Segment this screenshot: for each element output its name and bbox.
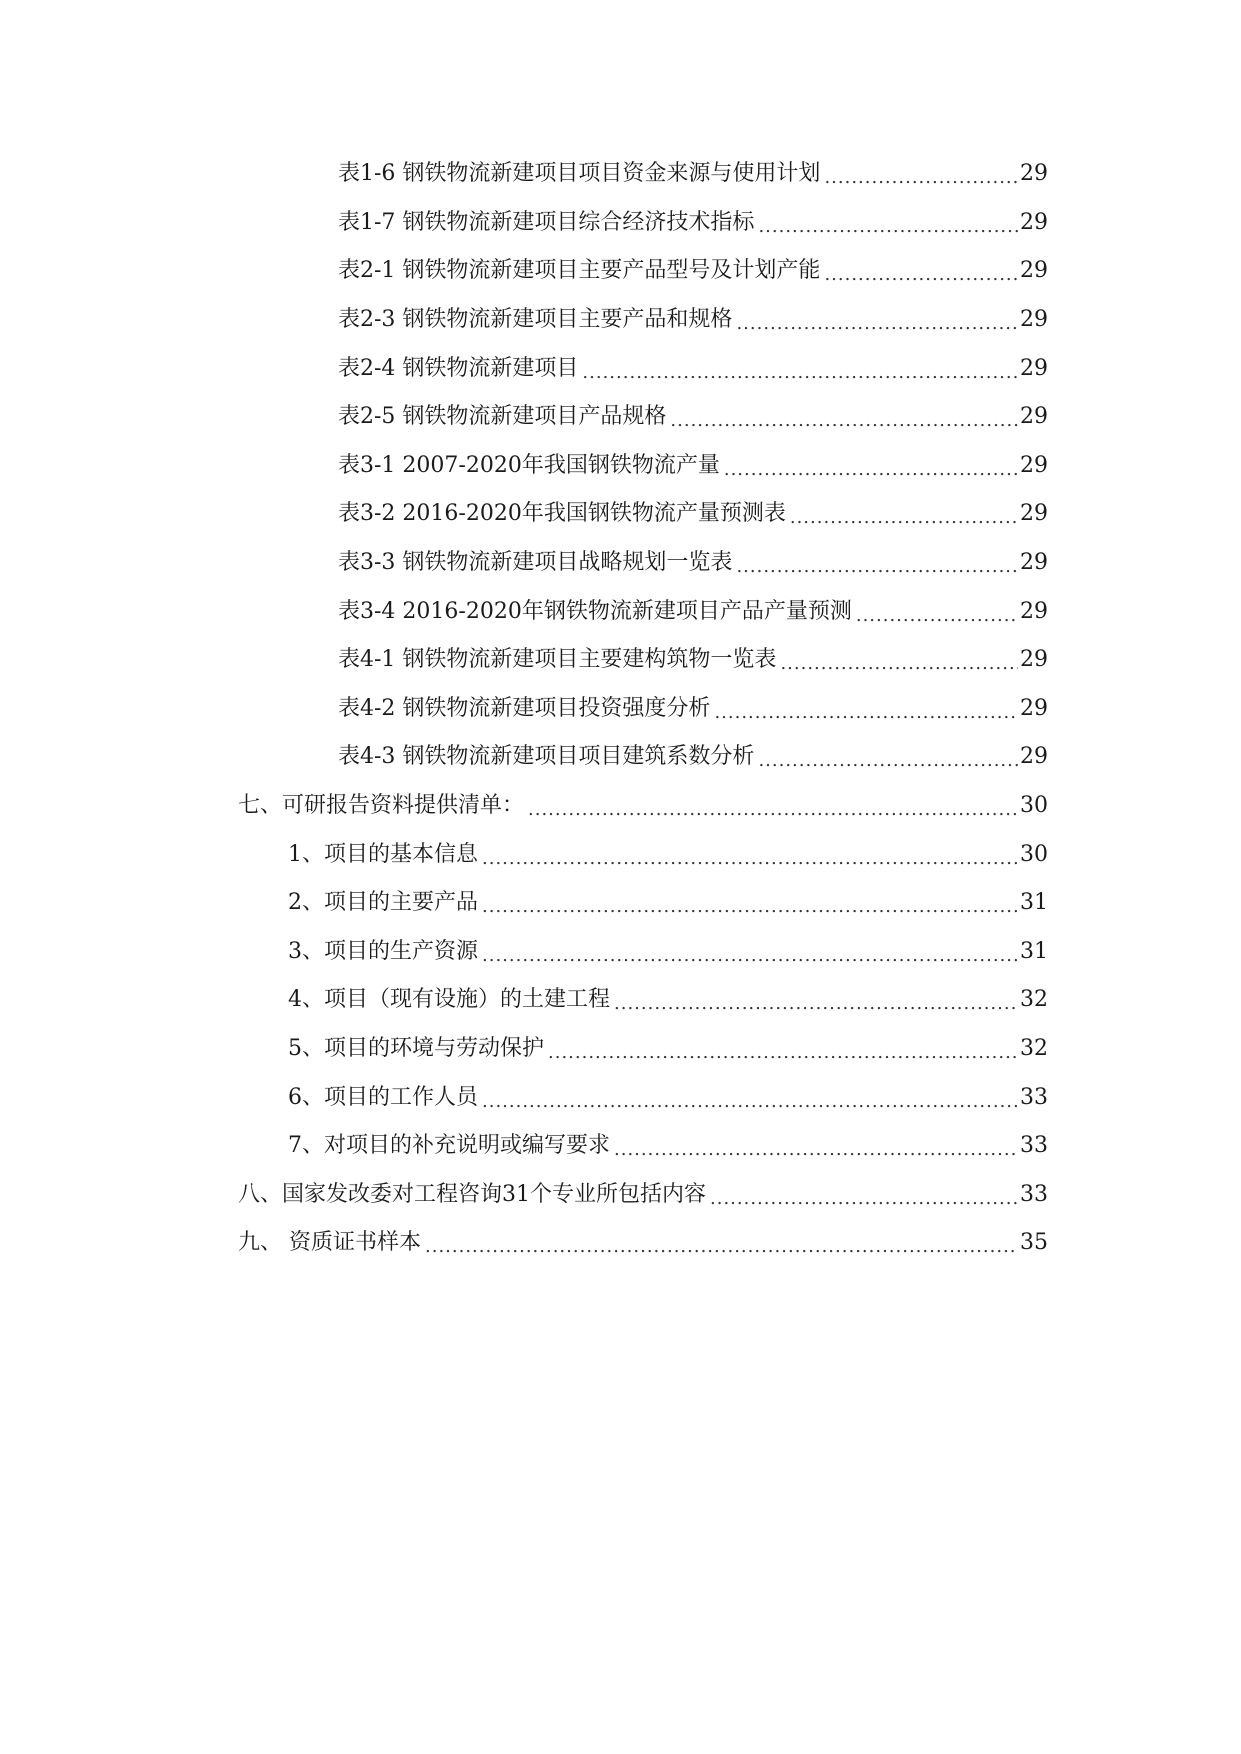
toc-entry[interactable] [0, 636, 1048, 685]
toc-entry-page-number: 30 [1020, 793, 1048, 819]
toc-entry[interactable] [0, 490, 1048, 539]
dot-leader [614, 995, 1018, 1013]
toc-entry-label: 表2-4 钢铁物流新建项目 [338, 355, 579, 381]
toc-entry-label: 表3-3 钢铁物流新建项目战略规划一览表 [338, 550, 733, 576]
dot-leader [482, 850, 1018, 868]
toc-entry-page-number: 29 [1020, 501, 1048, 527]
toc-entry-page-number: 29 [1020, 744, 1048, 770]
toc-entry-page-number: 29 [1020, 209, 1048, 235]
toc-entry-label: 7、对项目的补充说明或编写要求 [288, 1133, 610, 1159]
toc-entry-page-number: 30 [1020, 841, 1048, 867]
dot-leader [780, 655, 1018, 673]
toc-entry-page-number: 29 [1020, 355, 1048, 381]
dot-leader [482, 1093, 1018, 1111]
dot-leader [758, 218, 1018, 236]
toc-entry-label: 2、项目的主要产品 [288, 890, 478, 916]
toc-entry[interactable] [0, 782, 1048, 831]
toc-entry[interactable] [0, 150, 1048, 199]
toc-entry[interactable] [0, 1219, 1048, 1268]
toc-entry-label: 表4-3 钢铁物流新建项目项目建筑系数分析 [338, 744, 755, 770]
toc-entry-label: 5、项目的环境与劳动保护 [288, 1035, 544, 1061]
toc-entry-page-number: 29 [1020, 647, 1048, 673]
toc-entry[interactable] [0, 344, 1048, 393]
toc-entry-page-number: 29 [1020, 452, 1048, 478]
dot-leader [582, 364, 1018, 382]
toc-entry-label: 表2-5 钢铁物流新建项目产品规格 [338, 404, 667, 430]
toc-entry-label: 表4-1 钢铁物流新建项目主要建构筑物一览表 [338, 647, 777, 673]
toc-entry-page-number: 29 [1020, 258, 1048, 284]
toc-entry-page-number: 29 [1020, 550, 1048, 576]
toc-entry[interactable] [0, 685, 1048, 734]
toc-entry[interactable] [0, 1025, 1048, 1074]
toc-entry[interactable] [0, 1122, 1048, 1171]
toc-entry-label: 表3-2 2016-2020年我国钢铁物流产量预测表 [338, 501, 786, 527]
dot-leader [528, 801, 1018, 819]
toc-entry[interactable] [0, 539, 1048, 588]
toc-entry[interactable] [0, 199, 1048, 248]
toc-entry-label: 七、可研报告资料提供清单： [238, 793, 525, 819]
dot-leader [824, 266, 1018, 284]
dot-leader [614, 1141, 1018, 1159]
toc-entry[interactable] [0, 296, 1048, 345]
toc-entry[interactable] [0, 733, 1048, 782]
toc-entry[interactable] [0, 393, 1048, 442]
toc-entry-page-number: 32 [1020, 987, 1048, 1013]
toc-entry[interactable] [0, 587, 1048, 636]
toc-entry-page-number: 31 [1020, 938, 1048, 964]
toc-entry[interactable] [0, 442, 1048, 491]
dot-leader [856, 607, 1018, 625]
toc-entry-page-number: 29 [1020, 695, 1048, 721]
dot-leader [482, 947, 1018, 965]
dot-leader [425, 1238, 1018, 1256]
toc-entry-label: 表2-3 钢铁物流新建项目主要产品和规格 [338, 307, 733, 333]
toc-entry-label: 1、项目的基本信息 [288, 841, 478, 867]
toc-entry-page-number: 29 [1020, 161, 1048, 187]
toc-entry-label: 3、项目的生产资源 [288, 938, 478, 964]
dot-leader [670, 412, 1018, 430]
toc-entry-label: 表3-4 2016-2020年钢铁物流新建项目产品产量预测 [338, 598, 852, 624]
toc-entry[interactable] [0, 879, 1048, 928]
dot-leader [724, 461, 1018, 479]
toc-entry-page-number: 32 [1020, 1035, 1048, 1061]
toc-entry-page-number: 31 [1020, 890, 1048, 916]
dot-leader [824, 169, 1018, 187]
toc-entry-label: 表1-7 钢铁物流新建项目综合经济技术指标 [338, 209, 755, 235]
toc-entry[interactable] [0, 928, 1048, 977]
toc-entry-page-number: 29 [1020, 598, 1048, 624]
toc-entry-label: 八、国家发改委对工程咨询31个专业所包括内容 [238, 1181, 706, 1207]
toc-entry[interactable] [0, 1073, 1048, 1122]
toc-entry[interactable] [0, 830, 1048, 879]
toc-entry-label: 表4-2 钢铁物流新建项目投资强度分析 [338, 695, 711, 721]
toc-entry[interactable] [0, 1170, 1048, 1219]
toc-entry-page-number: 29 [1020, 404, 1048, 430]
toc-entry-page-number: 33 [1020, 1181, 1048, 1207]
dot-leader [758, 752, 1018, 770]
toc-entry[interactable] [0, 976, 1048, 1025]
table-of-contents [0, 150, 1241, 1268]
dot-leader [482, 898, 1018, 916]
toc-entry-page-number: 33 [1020, 1084, 1048, 1110]
toc-entry[interactable] [0, 247, 1048, 296]
toc-entry-page-number: 35 [1020, 1230, 1048, 1256]
toc-entry-label: 九、 资质证书样本 [238, 1230, 421, 1256]
toc-entry-label: 4、项目（现有设施）的土建工程 [288, 987, 610, 1013]
toc-entry-page-number: 33 [1020, 1133, 1048, 1159]
toc-entry-label: 6、项目的工作人员 [288, 1084, 478, 1110]
dot-leader [736, 315, 1018, 333]
toc-entry-label: 表3-1 2007-2020年我国钢铁物流产量 [338, 452, 720, 478]
toc-entry-label: 表2-1 钢铁物流新建项目主要产品型号及计划产能 [338, 258, 821, 284]
toc-entry-page-number: 29 [1020, 307, 1048, 333]
dot-leader [790, 509, 1018, 527]
toc-entry-label: 表1-6 钢铁物流新建项目项目资金来源与使用计划 [338, 161, 821, 187]
dot-leader [714, 704, 1018, 722]
dot-leader [548, 1044, 1018, 1062]
dot-leader [736, 558, 1018, 576]
dot-leader [710, 1190, 1018, 1208]
